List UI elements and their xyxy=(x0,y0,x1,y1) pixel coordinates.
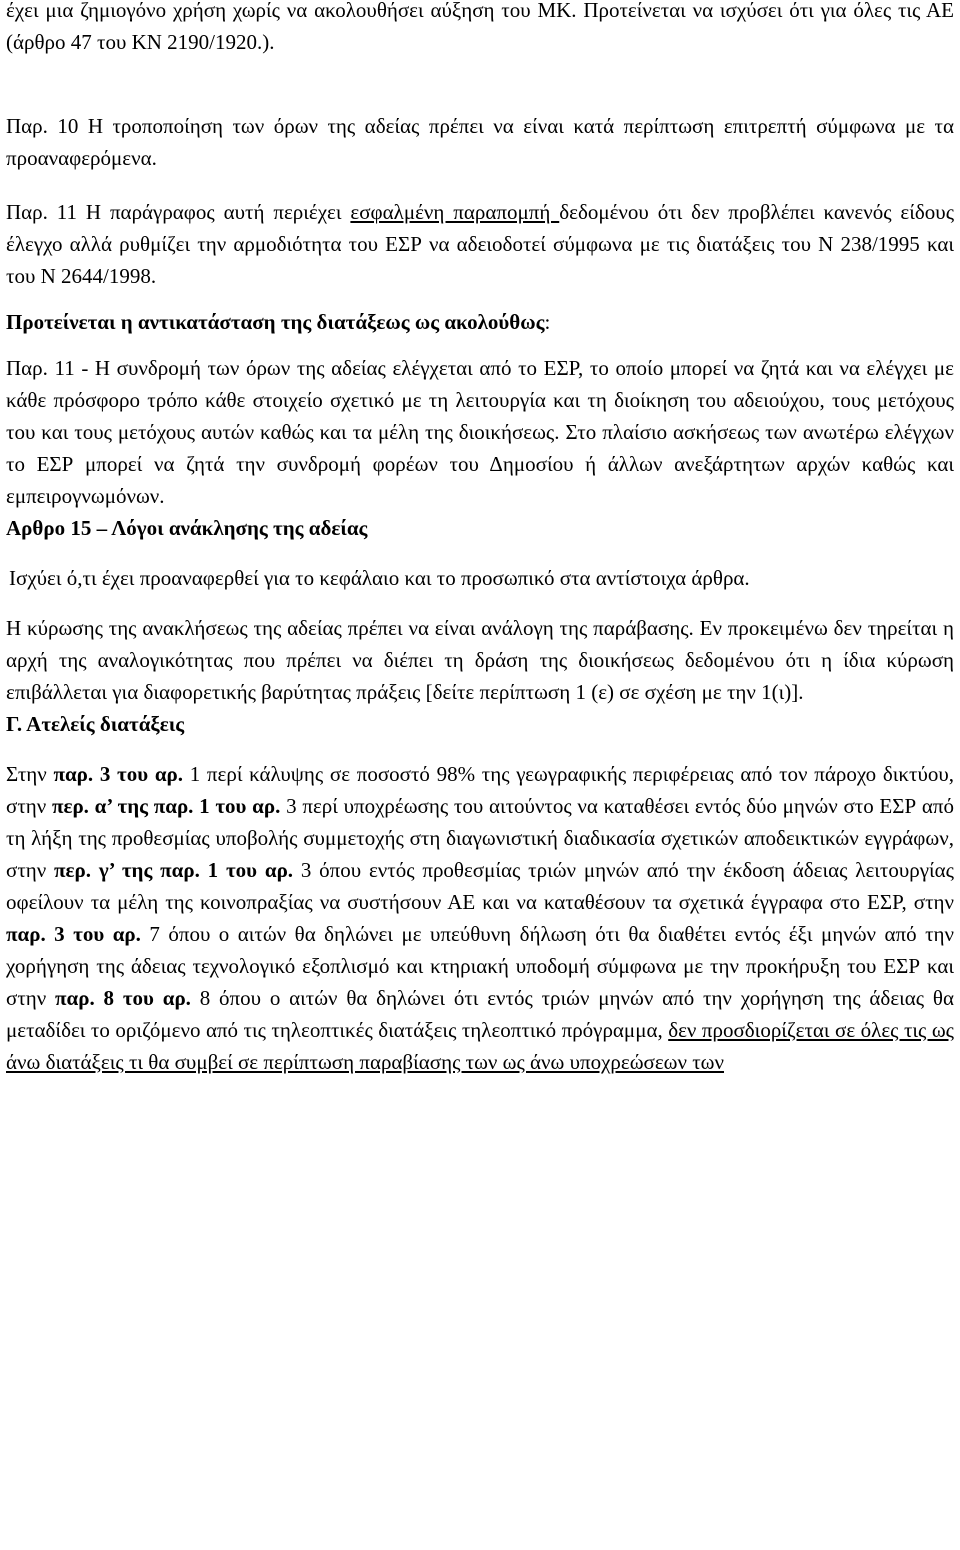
paragraph-capital-loss: έχει μια ζημιογόνο χρήση χωρίς να ακολουθήσει αύξηση του ΜΚ. Προτείνεται να ισχύσει ότι για όλες τις ΑΕ (άρθρο 47 του ΚΝ 2190/1920.). xyxy=(6,0,954,54)
proposal-heading: Προτείνεται η αντικατάσταση της διατάξεως ως ακολούθως xyxy=(6,310,545,334)
underlined-text: δεν προσδιορίζεται σε όλες τις ως άνω διατάξεις τι θα συμβεί σε περίπτωση παραβίασης των ως άνω υποχρεώσεων των xyxy=(6,1018,954,1074)
bold-reference: παρ. 8 του αρ. xyxy=(55,986,191,1010)
paragraph-incomplete-provisions xyxy=(6,758,954,1078)
text-run: 3 όπου εντός προθεσμίας τριών μηνών από την έκδοση άδειας λειτουργίας οφείλουν τα μέλη της κοινοπραξίας να συστήσουν ΑΕ και να καταθέσουν τα σχετικά έγγραφα στο ΕΣΡ, στην xyxy=(6,858,954,914)
bold-reference: περ. α’ της παρ. 1 του αρ. xyxy=(51,794,281,818)
paragraph-par-11-proposed: Παρ. 11 - Η συνδρομή των όρων της αδείας ελέγχεται από το ΕΣΡ, το οποίο μπορεί να ζητά και να ελέγχει με κάθε πρόσφορο τρόπο κάθε στοιχείο σχετικό με τη λειτουργία και τη διοίκηση του αδειούχου, τους μετόχους του και τους μετόχους αυτών καθώς και τα μέλη της διοικήσεως. Στο πλαίσιο ασκήσεως των ανωτέρω ελέγχων το ΕΣΡ μπορεί να ζητά την συνδρομή φορέων του Δημοσίου ή άλλων ανεξάρτητων αρχών καθώς και εμπειρογνωμόνων. xyxy=(6,356,954,508)
text-run: 1 περί κάλυψης σε ποσοστό 98% της γεωγραφικής περιφέρειας από τον πάροχο δικτύου, στην xyxy=(6,762,954,818)
paragraph-revocation-proportionality: Η κύρωσης της ανακλήσεως της αδείας πρέπει να είναι ανάλογη της παράβασης. Εν προκειμένω δεν τηρείται η αρχή της αναλογικότητας που πρέπει να διέπει τη δράση της διοικήσεως δεδομένου ότι η ίδια κύρωση επιβάλλεται για διαφορετικής βαρύτητας πράξεις [δείτε περίπτωση 1 (ε) σε σχέση με την 1(ι)]. xyxy=(6,616,954,704)
text-run: 8 όπου ο αιτών θα δηλώνει ότι εντός τριών μηνών από την χορήγηση της άδειας θα μεταδίδει το οριζόμενο από τις τηλεοπτικές διατάξεις τηλεοπτικό πρόγραμμα, xyxy=(6,986,954,1042)
bold-reference: παρ. 3 του αρ. xyxy=(53,762,184,786)
paragraph-par-10: Παρ. 10 Η τροποποίηση των όρων της αδείας πρέπει να είναι κατά περίπτωση επιτρεπτή σύμφωνα με τα προαναφερόμενα. xyxy=(6,114,954,170)
text-run: δεδομένου ότι δεν προβλέπει κανενός είδους έλεγχο αλλά ρυθμίζει την αρμοδιότητα του ΕΣΡ να αδειοδοτεί σύμφωνα με τις διατάξεις του Ν 238/1995 και του Ν 2644/1998. xyxy=(6,200,955,288)
bold-reference: περ. γ’ της παρ. 1 του αρ. xyxy=(54,858,294,882)
text-run: Παρ. 11 Η παράγραφος αυτή περιέχει xyxy=(6,200,351,224)
text-run: 7 όπου ο αιτών θα δηλώνει με υπεύθυνη δήλωση ότι θα διαθέτει εντός έξι μηνών από την χορήγηση της άδειας τεχνολογικό εξοπλισμό και κτηριακή υποδομή σύμφωνα με την προκήρυξη του ΕΣΡ και στην xyxy=(6,922,954,1010)
paragraph-article-15-intro: Ισχύει ό,τι έχει προαναφερθεί για το κεφάλαιο και το προσωπικό στα αντίστοιχα άρθρα. xyxy=(9,566,750,590)
underlined-text: εσφαλμένη παραπομπή xyxy=(350,200,560,224)
article-15-heading: Αρθρο 15 – Λόγοι ανάκλησης της αδείας xyxy=(6,516,368,540)
text-run: 3 περί υποχρέωσης του αιτούντος να καταθέσει εντός δύο μηνών στο ΕΣΡ από τη λήξη της προθεσμίας υποβολής συμμετοχής στη διαγωνιστική διαδικασία σχετικών αποδεικτικών εγγράφων, στην xyxy=(6,794,954,882)
section-g-heading: Γ. Ατελείς διατάξεις xyxy=(6,712,185,736)
bold-reference: παρ. 3 του αρ. xyxy=(6,922,141,946)
paragraph-par-11-note xyxy=(6,196,954,292)
text-run: Στην xyxy=(6,762,54,786)
text-run: : xyxy=(544,310,551,334)
proposal-line xyxy=(6,306,954,338)
